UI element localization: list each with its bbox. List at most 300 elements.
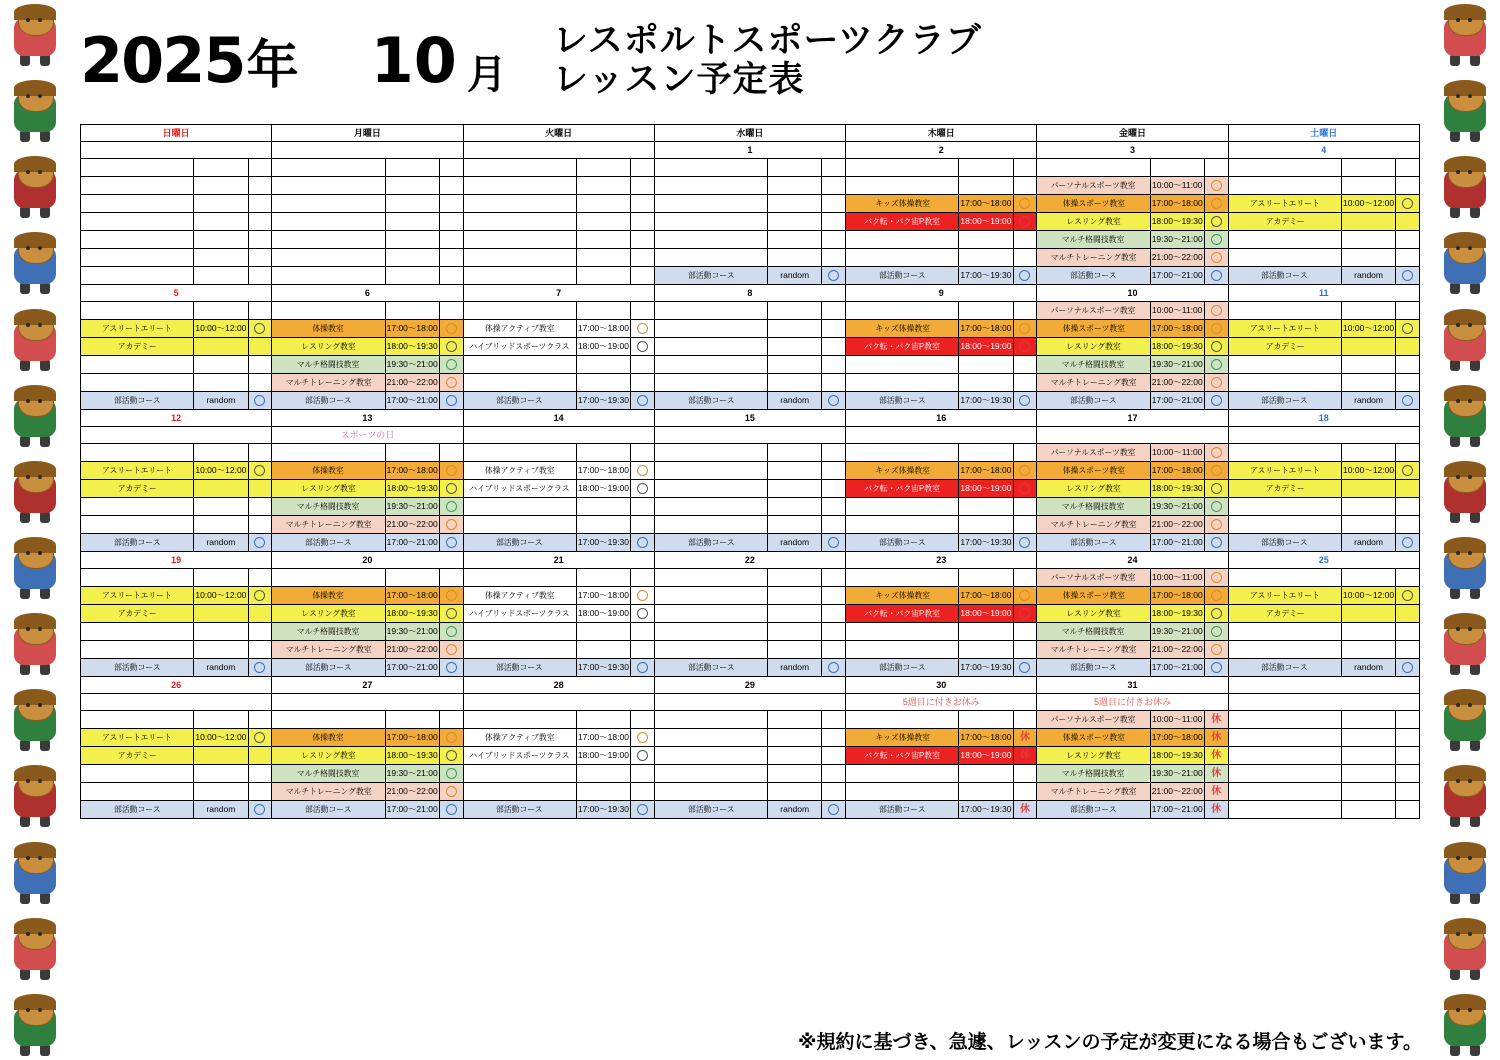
lesson-status xyxy=(1205,480,1228,497)
attendance-circle-icon xyxy=(446,395,457,406)
lesson-cell[interactable] xyxy=(846,801,1037,819)
empty-cell xyxy=(81,623,272,641)
lesson-name: 体操スポーツ教室 xyxy=(1037,587,1150,604)
lesson-time: 19:30～21:00 xyxy=(386,765,440,782)
lesson-cell[interactable] xyxy=(463,392,654,410)
lesson-cell[interactable] xyxy=(272,729,463,747)
lesson-cell[interactable] xyxy=(1037,356,1228,374)
date-cell: 9 xyxy=(846,285,1037,302)
lesson-time: 17:00～19:30 xyxy=(959,534,1013,551)
lesson-time: 17:00～19:30 xyxy=(959,659,1013,676)
lesson-row xyxy=(81,444,1420,462)
lesson-cell[interactable] xyxy=(1037,498,1228,516)
rest-mark: 休 xyxy=(1211,767,1222,779)
lesson-status xyxy=(1205,338,1228,355)
lesson-row xyxy=(81,516,1420,534)
lesson-name: 部活動コース xyxy=(81,534,194,551)
lesson-cell[interactable] xyxy=(463,801,654,819)
mascot-icon xyxy=(4,842,66,904)
lesson-cell[interactable] xyxy=(654,801,845,819)
lesson-cell[interactable] xyxy=(654,392,845,410)
note-cell xyxy=(81,694,272,711)
lesson-cell[interactable] xyxy=(1228,195,1419,213)
mascot-icon xyxy=(1434,689,1496,751)
date-cell: 25 xyxy=(1228,552,1419,569)
lesson-cell[interactable] xyxy=(81,659,272,677)
empty-cell xyxy=(463,569,654,587)
attendance-circle-icon xyxy=(828,270,839,281)
lesson-time: 17:00～18:00 xyxy=(1151,587,1205,604)
lesson-cell[interactable] xyxy=(1037,338,1228,356)
attendance-circle-icon xyxy=(637,608,648,619)
attendance-circle-icon xyxy=(1211,252,1222,263)
empty-cell xyxy=(1228,783,1419,801)
mascot-icon xyxy=(1434,80,1496,142)
lesson-cell[interactable] xyxy=(1228,534,1419,552)
lesson-status xyxy=(1205,659,1228,676)
lesson-status xyxy=(1396,534,1419,551)
lesson-cell[interactable] xyxy=(1228,587,1419,605)
dow-header-5: 金曜日 xyxy=(1037,125,1228,142)
note-cell xyxy=(463,694,654,711)
lesson-name: 部活動コース xyxy=(1037,659,1150,676)
lesson-cell[interactable] xyxy=(846,195,1037,213)
lesson-cell[interactable] xyxy=(1037,444,1228,462)
lesson-status xyxy=(1205,444,1228,461)
lesson-cell[interactable] xyxy=(1228,659,1419,677)
lesson-name: レスリング教室 xyxy=(1037,480,1150,497)
lesson-status xyxy=(1014,587,1037,604)
lesson-cell[interactable] xyxy=(272,516,463,534)
attendance-circle-icon xyxy=(1402,323,1413,334)
date-cell: 10 xyxy=(1037,285,1228,302)
lesson-status xyxy=(1205,249,1228,266)
mascot-icon xyxy=(1434,994,1496,1056)
lesson-name: レスリング教室 xyxy=(1037,747,1150,764)
lesson-cell[interactable] xyxy=(654,267,845,285)
mascot-icon xyxy=(4,918,66,980)
attendance-circle-icon xyxy=(446,483,457,494)
date-cell: 11 xyxy=(1228,285,1419,302)
lesson-time: 17:00～21:00 xyxy=(386,534,440,551)
lesson-cell[interactable] xyxy=(272,338,463,356)
attendance-circle-icon xyxy=(637,395,648,406)
lesson-time: 19:30～21:00 xyxy=(1151,231,1205,248)
lesson-cell[interactable] xyxy=(463,587,654,605)
lesson-cell[interactable] xyxy=(1037,569,1228,587)
lesson-cell[interactable] xyxy=(1228,320,1419,338)
lesson-status xyxy=(822,392,845,409)
lesson-name: 部活動コース xyxy=(1229,534,1342,551)
lesson-cell[interactable] xyxy=(1228,267,1419,285)
lesson-cell[interactable] xyxy=(272,320,463,338)
lesson-cell[interactable] xyxy=(81,392,272,410)
lesson-status xyxy=(1014,729,1037,746)
lesson-cell[interactable] xyxy=(1037,480,1228,498)
empty-cell xyxy=(81,569,272,587)
lesson-cell[interactable] xyxy=(1037,320,1228,338)
lesson-cell[interactable] xyxy=(1037,587,1228,605)
lesson-cell[interactable] xyxy=(463,729,654,747)
attendance-circle-icon xyxy=(446,732,457,743)
mascot-icon xyxy=(4,156,66,218)
empty-cell xyxy=(272,195,463,213)
lesson-row xyxy=(81,729,1420,747)
lesson-status xyxy=(440,516,463,533)
month-number: 10 xyxy=(370,23,457,97)
empty-cell xyxy=(654,444,845,462)
mascot-icon xyxy=(4,537,66,599)
lesson-time: random xyxy=(768,534,822,551)
lesson-status xyxy=(249,729,272,746)
lesson-time: 18:00～19:00 xyxy=(577,747,631,764)
lesson-cell[interactable] xyxy=(1037,267,1228,285)
lesson-cell[interactable] xyxy=(81,729,272,747)
lesson-cell[interactable] xyxy=(81,605,272,623)
lesson-cell[interactable] xyxy=(846,338,1037,356)
lesson-cell[interactable] xyxy=(81,338,272,356)
lesson-status xyxy=(1014,605,1037,622)
lesson-time: 17:00～21:00 xyxy=(386,392,440,409)
lesson-cell[interactable] xyxy=(1037,195,1228,213)
lesson-cell[interactable] xyxy=(846,320,1037,338)
lesson-cell[interactable] xyxy=(81,534,272,552)
attendance-circle-icon xyxy=(446,786,457,797)
rest-mark: 休 xyxy=(1211,785,1222,797)
note-cell xyxy=(463,427,654,444)
lesson-row xyxy=(81,213,1420,231)
lesson-time: 10:00～12:00 xyxy=(1342,320,1396,337)
lesson-cell[interactable] xyxy=(272,747,463,765)
lesson-cell[interactable] xyxy=(272,659,463,677)
empty-cell xyxy=(81,765,272,783)
lesson-name: 部活動コース xyxy=(846,267,959,284)
lesson-name: レスリング教室 xyxy=(1037,213,1150,230)
lesson-cell[interactable] xyxy=(463,659,654,677)
lesson-cell[interactable] xyxy=(1037,711,1228,729)
lesson-name: パーソナルスポーツ教室 xyxy=(1037,444,1150,461)
lesson-cell[interactable] xyxy=(1037,374,1228,392)
lesson-cell[interactable] xyxy=(272,480,463,498)
lesson-cell[interactable] xyxy=(654,534,845,552)
lesson-name: 部活動コース xyxy=(272,392,385,409)
lesson-cell[interactable] xyxy=(272,641,463,659)
attendance-circle-icon xyxy=(254,323,265,334)
lesson-cell[interactable] xyxy=(1037,462,1228,480)
lesson-cell[interactable] xyxy=(81,462,272,480)
attendance-circle-icon xyxy=(1211,537,1222,548)
empty-cell xyxy=(846,783,1037,801)
lesson-name: 部活動コース xyxy=(464,392,577,409)
attendance-circle-icon xyxy=(1211,216,1222,227)
date-cell: 1 xyxy=(654,142,845,159)
date-cell: 28 xyxy=(463,677,654,694)
lesson-time: 17:00～21:00 xyxy=(386,659,440,676)
lesson-cell[interactable] xyxy=(1037,747,1228,765)
lesson-time: 10:00～11:00 xyxy=(1151,177,1205,194)
lesson-cell[interactable] xyxy=(1037,231,1228,249)
lesson-cell[interactable] xyxy=(272,462,463,480)
lesson-status xyxy=(1205,177,1228,194)
date-cell: 17 xyxy=(1037,410,1228,427)
lesson-time: 18:00～19:30 xyxy=(386,605,440,622)
lesson-cell[interactable] xyxy=(272,498,463,516)
empty-cell xyxy=(463,641,654,659)
lesson-cell[interactable] xyxy=(1037,392,1228,410)
lesson-name: 体操アクティブ教室 xyxy=(464,320,577,337)
date-cell: 18 xyxy=(1228,410,1419,427)
lesson-name: 部活動コース xyxy=(272,801,385,818)
empty-cell xyxy=(81,195,272,213)
empty-cell xyxy=(654,605,845,623)
lesson-name: アスリートエリート xyxy=(81,587,194,604)
lesson-name: マルチトレーニング教室 xyxy=(1037,783,1150,800)
lesson-cell[interactable] xyxy=(463,605,654,623)
lesson-status xyxy=(1205,587,1228,604)
empty-cell xyxy=(654,498,845,516)
lesson-cell[interactable] xyxy=(272,765,463,783)
lesson-time: 17:00～21:00 xyxy=(1151,659,1205,676)
empty-cell xyxy=(654,159,845,177)
lesson-name: 体操教室 xyxy=(272,729,385,746)
lesson-time: 19:30～21:00 xyxy=(386,623,440,640)
attendance-circle-icon xyxy=(1211,180,1222,191)
lesson-cell[interactable] xyxy=(81,801,272,819)
lesson-status xyxy=(1014,320,1037,337)
lesson-name: マルチ格闘技教室 xyxy=(1037,231,1150,248)
lesson-name: 部活動コース xyxy=(846,392,959,409)
attendance-circle-icon xyxy=(1402,662,1413,673)
lesson-time: 17:00～21:00 xyxy=(1151,534,1205,551)
lesson-cell[interactable] xyxy=(1037,659,1228,677)
attendance-circle-icon xyxy=(1211,590,1222,601)
lesson-cell[interactable] xyxy=(1037,783,1228,801)
lesson-cell[interactable] xyxy=(272,374,463,392)
mascot-icon xyxy=(1434,842,1496,904)
lesson-cell[interactable] xyxy=(1037,605,1228,623)
lesson-status xyxy=(249,534,272,551)
lesson-cell[interactable] xyxy=(846,747,1037,765)
lesson-time: 10:00～11:00 xyxy=(1151,444,1205,461)
date-cell: 8 xyxy=(654,285,845,302)
lesson-cell[interactable] xyxy=(1228,213,1419,231)
empty-cell xyxy=(1228,231,1419,249)
year-number: 2025 xyxy=(80,23,245,97)
empty-cell xyxy=(654,747,845,765)
lesson-name: 体操スポーツ教室 xyxy=(1037,320,1150,337)
lesson-cell[interactable] xyxy=(463,480,654,498)
lesson-cell[interactable] xyxy=(1037,249,1228,267)
lesson-cell[interactable] xyxy=(846,392,1037,410)
empty-cell xyxy=(1228,516,1419,534)
page-header xyxy=(80,6,1420,114)
mascot-icon xyxy=(1434,537,1496,599)
lesson-status xyxy=(1014,392,1037,409)
lesson-cell[interactable] xyxy=(846,659,1037,677)
lesson-cell[interactable] xyxy=(272,356,463,374)
lesson-status xyxy=(440,392,463,409)
lesson-cell[interactable] xyxy=(1037,534,1228,552)
lesson-time: 18:00～19:30 xyxy=(1151,605,1205,622)
empty-cell xyxy=(846,356,1037,374)
lesson-name: マルチ格闘技教室 xyxy=(272,356,385,373)
date-cell: 6 xyxy=(272,285,463,302)
lesson-cell[interactable] xyxy=(463,320,654,338)
lesson-cell[interactable] xyxy=(846,587,1037,605)
lesson-row xyxy=(81,783,1420,801)
date-cell xyxy=(1228,677,1419,694)
lesson-cell[interactable] xyxy=(654,659,845,677)
lesson-cell[interactable] xyxy=(272,587,463,605)
attendance-circle-icon xyxy=(1402,590,1413,601)
date-cell: 3 xyxy=(1037,142,1228,159)
lesson-cell[interactable] xyxy=(846,462,1037,480)
attendance-circle-icon xyxy=(1211,377,1222,388)
attendance-circle-icon xyxy=(254,662,265,673)
lesson-cell[interactable] xyxy=(272,623,463,641)
lesson-cell[interactable] xyxy=(272,783,463,801)
lesson-cell[interactable] xyxy=(1037,213,1228,231)
lesson-cell[interactable] xyxy=(81,747,272,765)
lesson-cell[interactable] xyxy=(1228,480,1419,498)
lesson-row xyxy=(81,659,1420,677)
mascot-icon xyxy=(1434,385,1496,447)
lesson-cell[interactable] xyxy=(463,338,654,356)
lesson-status xyxy=(631,392,654,409)
lesson-name: バク転・バク宙P教室 xyxy=(846,480,959,497)
lesson-status xyxy=(822,659,845,676)
lesson-name: レスリング教室 xyxy=(272,747,385,764)
lesson-cell[interactable] xyxy=(1037,516,1228,534)
lesson-row xyxy=(81,177,1420,195)
lesson-row xyxy=(81,302,1420,320)
lesson-name: アカデミー xyxy=(1229,338,1342,355)
attendance-circle-icon xyxy=(254,804,265,815)
attendance-circle-icon xyxy=(1211,662,1222,673)
lesson-cell[interactable] xyxy=(1228,392,1419,410)
lesson-name: アスリートエリート xyxy=(81,320,194,337)
date-cell: 27 xyxy=(272,677,463,694)
lesson-cell[interactable] xyxy=(81,480,272,498)
lesson-status xyxy=(1014,534,1037,551)
lesson-cell[interactable] xyxy=(463,462,654,480)
lesson-time: 17:00～18:00 xyxy=(959,587,1013,604)
lesson-status xyxy=(631,605,654,622)
lesson-time: 18:00～19:30 xyxy=(1151,213,1205,230)
empty-cell xyxy=(1228,177,1419,195)
lesson-status xyxy=(631,587,654,604)
lesson-status xyxy=(1014,338,1037,355)
lesson-cell[interactable] xyxy=(272,605,463,623)
lesson-status xyxy=(1014,480,1037,497)
rest-mark: 休 xyxy=(1019,803,1030,815)
lesson-cell[interactable] xyxy=(1037,801,1228,819)
lesson-cell[interactable] xyxy=(272,534,463,552)
lesson-name: アスリートエリート xyxy=(81,729,194,746)
attendance-circle-icon xyxy=(1211,234,1222,245)
lesson-name: アカデミー xyxy=(81,338,194,355)
lesson-cell[interactable] xyxy=(463,534,654,552)
lesson-time: random xyxy=(768,267,822,284)
empty-cell xyxy=(654,231,845,249)
lesson-row xyxy=(81,338,1420,356)
lesson-name: レスリング教室 xyxy=(1037,605,1150,622)
lesson-cell[interactable] xyxy=(1037,623,1228,641)
empty-cell xyxy=(463,213,654,231)
empty-cell xyxy=(81,783,272,801)
lesson-cell[interactable] xyxy=(846,213,1037,231)
lesson-status xyxy=(1205,392,1228,409)
lesson-cell[interactable] xyxy=(463,747,654,765)
lesson-cell[interactable] xyxy=(846,534,1037,552)
lesson-cell[interactable] xyxy=(81,320,272,338)
lesson-status xyxy=(1205,801,1228,818)
lesson-status xyxy=(1205,498,1228,515)
lesson-name: 部活動コース xyxy=(655,392,768,409)
lesson-cell[interactable] xyxy=(1037,765,1228,783)
date-cell: 19 xyxy=(81,552,272,569)
lesson-row xyxy=(81,641,1420,659)
lesson-name: 部活動コース xyxy=(1037,534,1150,551)
lesson-time: 10:00～11:00 xyxy=(1151,711,1205,728)
lesson-row xyxy=(81,374,1420,392)
date-cell: 7 xyxy=(463,285,654,302)
lesson-row xyxy=(81,623,1420,641)
lesson-status xyxy=(440,498,463,515)
lesson-cell[interactable] xyxy=(1037,302,1228,320)
lesson-name: マルチトレーニング教室 xyxy=(272,374,385,391)
lesson-cell[interactable] xyxy=(1228,605,1419,623)
lesson-cell[interactable] xyxy=(81,587,272,605)
lesson-cell[interactable] xyxy=(1037,177,1228,195)
lesson-name: 部活動コース xyxy=(1229,392,1342,409)
lesson-time: 17:00～18:00 xyxy=(959,195,1013,212)
lesson-status xyxy=(249,320,272,337)
lesson-name: マルチトレーニング教室 xyxy=(1037,374,1150,391)
lesson-time: random xyxy=(1342,392,1396,409)
lesson-cell[interactable] xyxy=(1228,338,1419,356)
lesson-time: 10:00～12:00 xyxy=(1342,587,1396,604)
empty-cell xyxy=(463,498,654,516)
lesson-cell[interactable] xyxy=(272,801,463,819)
lesson-cell[interactable] xyxy=(1228,462,1419,480)
date-cell: 12 xyxy=(81,410,272,427)
lesson-time: 17:00～19:30 xyxy=(577,534,631,551)
lesson-status xyxy=(1014,659,1037,676)
lesson-name: レスリング教室 xyxy=(1037,338,1150,355)
dow-header-4: 木曜日 xyxy=(846,125,1037,142)
lesson-cell[interactable] xyxy=(1037,641,1228,659)
lesson-time: 17:00～19:30 xyxy=(959,801,1013,818)
mascot-icon xyxy=(4,461,66,523)
lesson-status xyxy=(1205,267,1228,284)
lesson-status xyxy=(440,783,463,800)
lesson-name: マルチ格闘技教室 xyxy=(1037,356,1150,373)
lesson-time: 18:00～19:00 xyxy=(959,605,1013,622)
lesson-cell[interactable] xyxy=(846,480,1037,498)
lesson-time: 17:00～21:00 xyxy=(1151,392,1205,409)
date-cell xyxy=(463,142,654,159)
lesson-cell[interactable] xyxy=(846,729,1037,747)
lesson-cell[interactable] xyxy=(846,267,1037,285)
lesson-cell[interactable] xyxy=(1037,729,1228,747)
lesson-status xyxy=(1205,374,1228,391)
attendance-circle-icon xyxy=(446,768,457,779)
lesson-status xyxy=(1396,320,1419,337)
lesson-cell[interactable] xyxy=(272,392,463,410)
lesson-status xyxy=(1014,267,1037,284)
lesson-cell[interactable] xyxy=(846,605,1037,623)
